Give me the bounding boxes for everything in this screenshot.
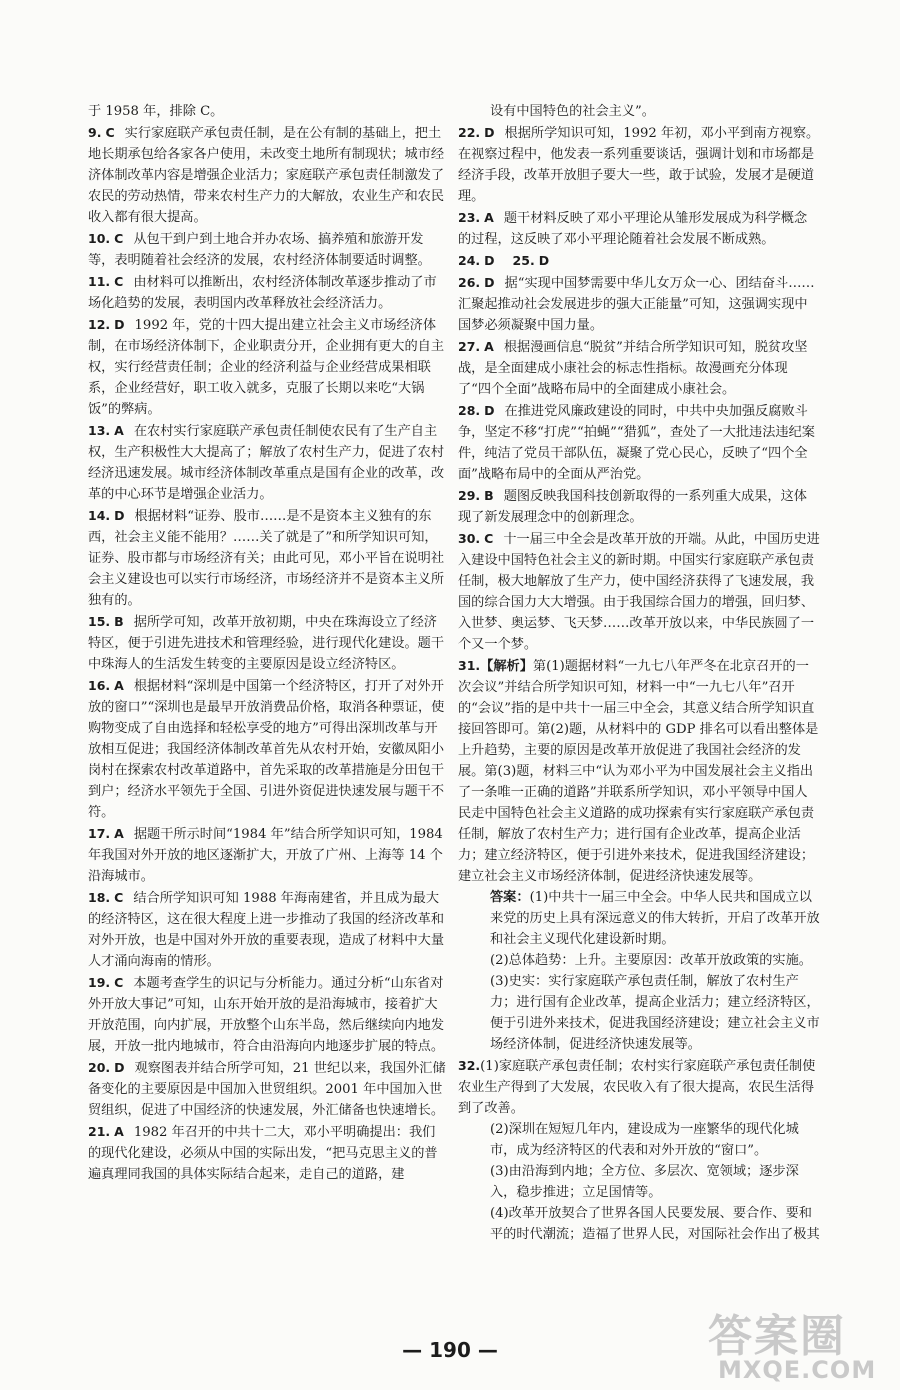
question-number: 25. [512,253,535,268]
answer-entry [88,420,448,505]
question-number: 17. [88,826,111,841]
answer-entry [88,887,448,972]
question-number: 31. [458,658,481,673]
entry-text: 观察图表并结合所学可知，21 世纪以来，我国外汇储备变化的主要原因是中国加入世贸组织。2001 年中国加入世贸组织，促进了中国经济的快速发展，外汇储备也快速增长。 [88,1061,446,1118]
entry-text: (1)中共十一届三中全会。中华人民共和国成立以来党的历史上具有深远意义的伟大转折，开启了改革开放和社会主义现代化建设新时期。 [490,890,820,947]
entry-text: 十一届三中全会是改革开放的开端。从此，中国历史进入建设中国特色社会主义的新时期。中国实行家庭联产承包责任制，极大地解放了生产力，使中国经济获得了飞速发展，我国的综合国力大大增强。由于我国综合国力的增强，回归梦、入世梦、奥运梦、飞天梦……改革开放以来，中华民族圆了一个又一个梦。 [458,532,820,652]
question-number: 18. [88,890,111,905]
answer-choice: D [484,253,495,268]
question-number: 14. [88,508,111,523]
answer-choice: A [114,826,124,841]
answer-entry [88,611,448,675]
answer-choice: C [114,274,124,289]
answer-choice: B [484,488,494,503]
entry-text: 1992 年，党的十四大提出建立社会主义市场经济体制，在市场经济体制下，企业职责分开，企业拥有更大的自主权，实行经营责任制；企业的经济利益与企业经营成果相联系，企业经营好，职工收入就多，克服了长期以来吃“大锅饭”的弊病。 [88,318,445,417]
answer-choice: D [114,317,125,332]
entry-text: 实行家庭联产承包责任制，是在公有制的基础上，把土地长期承包给各家各户使用，未改变土地所有制现状；城市经济体制改革内容是增强企业活力；家庭联产承包责任制激发了农民的劳动热情，带来农村生产力的大解放，农业生产和农民收入都有很大提高。 [88,126,445,225]
answer-entry [88,972,448,1057]
answer-entry [458,655,820,887]
section-tag: 答案： [490,890,530,905]
entry-text: (3)史实：实行家庭联产承包责任制，解放了农村生产力；进行国有企业改革，提高企业活力；建立经济特区，便于引进外来技术，促进我国经济建设；建立社会主义市场经济体制，促进经济快速发展等。 [490,974,820,1052]
answer-choice: D [114,508,125,523]
entry-text: 设有中国特色的社会主义”。 [490,104,655,119]
answer-entry [458,272,820,336]
answer-choice: A [114,423,124,438]
answer-choice: C [484,531,494,546]
question-number: 11. [88,274,111,289]
answer-entry [88,122,448,228]
entry-text: 由材料可以推断出，农村经济体制改革逐步推动了市场化趋势的发展，表明国内改革释放社会经济活力。 [88,275,437,311]
entry-text: (2)总体趋势：上升。主要原因：改革开放政策的实施。 [490,953,812,968]
entry-text: 结合所学知识可知 1988 年海南建省，并且成为最大的经济特区，这在很大程度上进一步推动了我国的经济改革和对外开放，也是中国对外开放的重要表现，造成了材料中大量人才涌向海南的情形。 [88,891,445,969]
answer-entry [458,1203,820,1245]
entry-text: 据所学可知，改革开放初期，中央在珠海设立了经济特区，便于引进先进技术和管理经验，进行现代化建设。题干中珠海人的生活发生转变的主要原因是设立经济特区。 [88,615,445,672]
answer-entry [458,400,820,485]
watermark-text-bottom: MXQE.COM [718,1356,877,1384]
answer-entry [458,1119,820,1161]
entry-text: 根据材料“证券、股市……是不是资本主义独有的东西，社会主义能不能用？……关了就是了”和所学知识可知，证券、股市都与市场经济有关；由此可见，邓小平旨在说明社会主义建设也可以实行市场经济，市场经济并不是资本主义所独有的。 [88,509,445,608]
answer-choice: D [538,253,550,268]
question-number: 29. [458,488,481,503]
entry-text: (1)家庭联产承包责任制；农村实行家庭联产承包责任制使农业生产得到了大发展，农民收入有了很大提高，农民生活得到了改善。 [458,1059,816,1116]
answer-entry [88,675,448,823]
entry-text: 第(1)题据材料“一九七八年严冬在北京召开的一次会议”并结合所学知识可知，材料一中“一九七八年”召开的“会议”指的是中共十一届三中全会，其意义结合所学知识直接回答即可。第(2)题，从材料中的 GDP 排名可以看出整体是上升趋势，主要的原因是改革开放促进了我国社会经济的发展。第(3)题，材料三中“认为邓小平为中国发展社会主义指出了一条唯一正确的道路”并联系所学知识，邓小平领导中国人民走中国特色社会主义道路的成功探索有实行家庭联产承包责任制，解放了农村生产力；进行国有企业改革，提高企业活力；建立经济特区，便于引进外来技术，促进我国经济建设；建立社会主义市场经济体制，促进经济快速发展等。 [458,659,819,884]
answer-choice: D [484,403,495,418]
entry-text: (2)深圳在短短几年内，建设成为一座繁华的现代化城市，成为经济特区的代表和对外开放的“窗口”。 [490,1122,799,1158]
entry-text: 1982 年召开的中共十二大，邓小平明确提出：我们的现代化建设，必须从中国的实际出发，“把马克思主义的普遍真理同我国的具体实际结合起来，走自己的道路，建 [88,1125,438,1182]
answer-entry [88,823,448,887]
question-number: 12. [88,317,111,332]
answer-entry [458,887,820,950]
question-number: 32. [458,1058,481,1073]
answer-choice: A [484,339,494,354]
section-tag: 【解析】 [480,659,533,674]
answer-choice: C [105,125,115,140]
question-number: 24. [458,253,481,268]
answer-choice: A [484,210,494,225]
answer-entry [458,250,820,272]
entry-text: 从包干到户到土地合并办农场、搞养殖和旅游开发等，表明随着社会经济的发展，农村经济体制要适时调整。 [88,232,431,268]
entry-text: 题干材料反映了邓小平理论从雏形发展成为科学概念的过程，这反映了邓小平理论随着社会发展不断成熟。 [458,211,808,247]
entry-text: 根据所学知识可知，1992 年初，邓小平到南方视察。在视察过程中，他发表一系列重要谈话，强调计划和市场都是经济手段，改革开放胆子要大一些，敢于试验，发展才是硬道理。 [458,126,820,204]
entry-text: 于 1958 年，排除 C。 [88,104,224,119]
answer-choice: C [114,890,124,905]
answer-choice: B [114,614,124,629]
question-number: 9. [88,125,102,140]
entry-text: 据题干所示时间“1984 年”结合所学知识可知，1984 年我国对外开放的地区逐渐扩大，开放了广州、上海等 14 个沿海城市。 [88,827,443,884]
answer-entry [458,122,820,207]
question-number: 30. [458,531,481,546]
entry-text: 根据漫画信息“脱贫”并结合所学知识可知，脱贫攻坚战，是全面建成小康社会的标志性指标。故漫画充分体现了“四个全面”战略布局中的全面建成小康社会。 [458,340,808,397]
answer-entry [88,101,448,122]
answer-entry [88,228,448,271]
entry-text: 根据材料“深圳是中国第一个经济特区，打开了对外开放的窗口”“深圳也是最早开放消费品价格，取消各种票证，使购物变成了自由选择和轻松享受的地方”可得出深圳改革与开放相互促进；我国经济体制改革首先从农村开始，安徽凤阳小岗村在探索农村改革道路中，首先采取的改革措施是分田包干到户；经济水平领先于全国、引进外资促进快速发展与题干不符。 [88,679,445,820]
answer-entry [458,1161,820,1203]
entry-text: 题图反映我国科技创新取得的一系列重大成果，这体现了新发展理念中的创新理念。 [458,489,807,525]
entry-text: 在推进党风廉政建设的同时，中共中央加强反腐败斗争，坚定不移“打虎”“拍蝇”“猎狐”，查处了一大批违法违纪案件，纯洁了党员干部队伍，凝聚了党心民心，反映了“四个全面”战略布局中的全面从严治党。 [458,404,815,482]
entry-text: (4)改革开放契合了世界各国人民要发展、要合作、要和平的时代潮流；造福了世界人民，对国际社会作出了极其 [490,1206,820,1242]
answer-choice: C [114,231,124,246]
answer-entry [88,314,448,420]
entry-text: (3)由沿海到内地；全方位、多层次、宽领域；逐步深入，稳步推进；立足国情等。 [490,1164,799,1200]
answer-entry [458,485,820,528]
answer-entry [88,1057,448,1121]
right-column [458,101,820,1245]
entry-text: 据“实现中国梦需要中华儿女万众一心、团结奋斗……汇聚起推动社会发展进步的强大正能量”可知，这强调实现中国梦必须凝聚中国力量。 [458,276,815,333]
question-number: 15. [88,614,111,629]
answer-entry [88,271,448,314]
question-number: 23. [458,210,481,225]
question-number: 16. [88,678,111,693]
answer-entry [458,1055,820,1119]
answer-entry [458,971,820,1055]
question-number: 20. [88,1060,111,1075]
question-number: 28. [458,403,481,418]
question-number: 26. [458,275,481,290]
question-number: 22. [458,125,481,140]
watermark-logo [700,1300,890,1385]
answer-entry [458,207,820,250]
question-number: 27. [458,339,481,354]
left-column [88,101,448,1185]
question-number: 19. [88,975,111,990]
question-number: 21. [88,1124,111,1139]
answer-entry [458,950,820,971]
answer-choice: A [114,678,124,693]
answer-choice: C [114,975,124,990]
answer-choice: D [484,275,495,290]
answer-entry [458,101,820,122]
watermark-text-top: 答案圈 [708,1311,846,1362]
answer-choice: A [114,1124,124,1139]
question-number: 13. [88,423,111,438]
page-number: — 190 — [402,1338,498,1362]
answer-entry [458,528,820,655]
answer-entry [88,505,448,611]
answer-choice: D [484,125,495,140]
answer-entry [458,336,820,400]
entry-text: 在农村实行家庭联产承包责任制使农民有了生产自主权，生产积极性大大提高了；解放了农村生产力，促进了农村经济迅速发展。城市经济体制改革重点是国有企业的改革，改革的中心环节是增强企业活力。 [88,424,445,502]
answer-entry [88,1121,448,1185]
question-number: 10. [88,231,111,246]
answer-choice: D [114,1060,125,1075]
entry-text: 本题考查学生的识记与分析能力。通过分析“山东省对外开放大事记”可知，山东开始开放的是沿海城市，接着扩大开放范围，向内扩展，开放整个山东半岛，然后继续向内地发展，开放一批内地城市，符合由沿海向内地逐步扩展的特点。 [88,976,445,1054]
